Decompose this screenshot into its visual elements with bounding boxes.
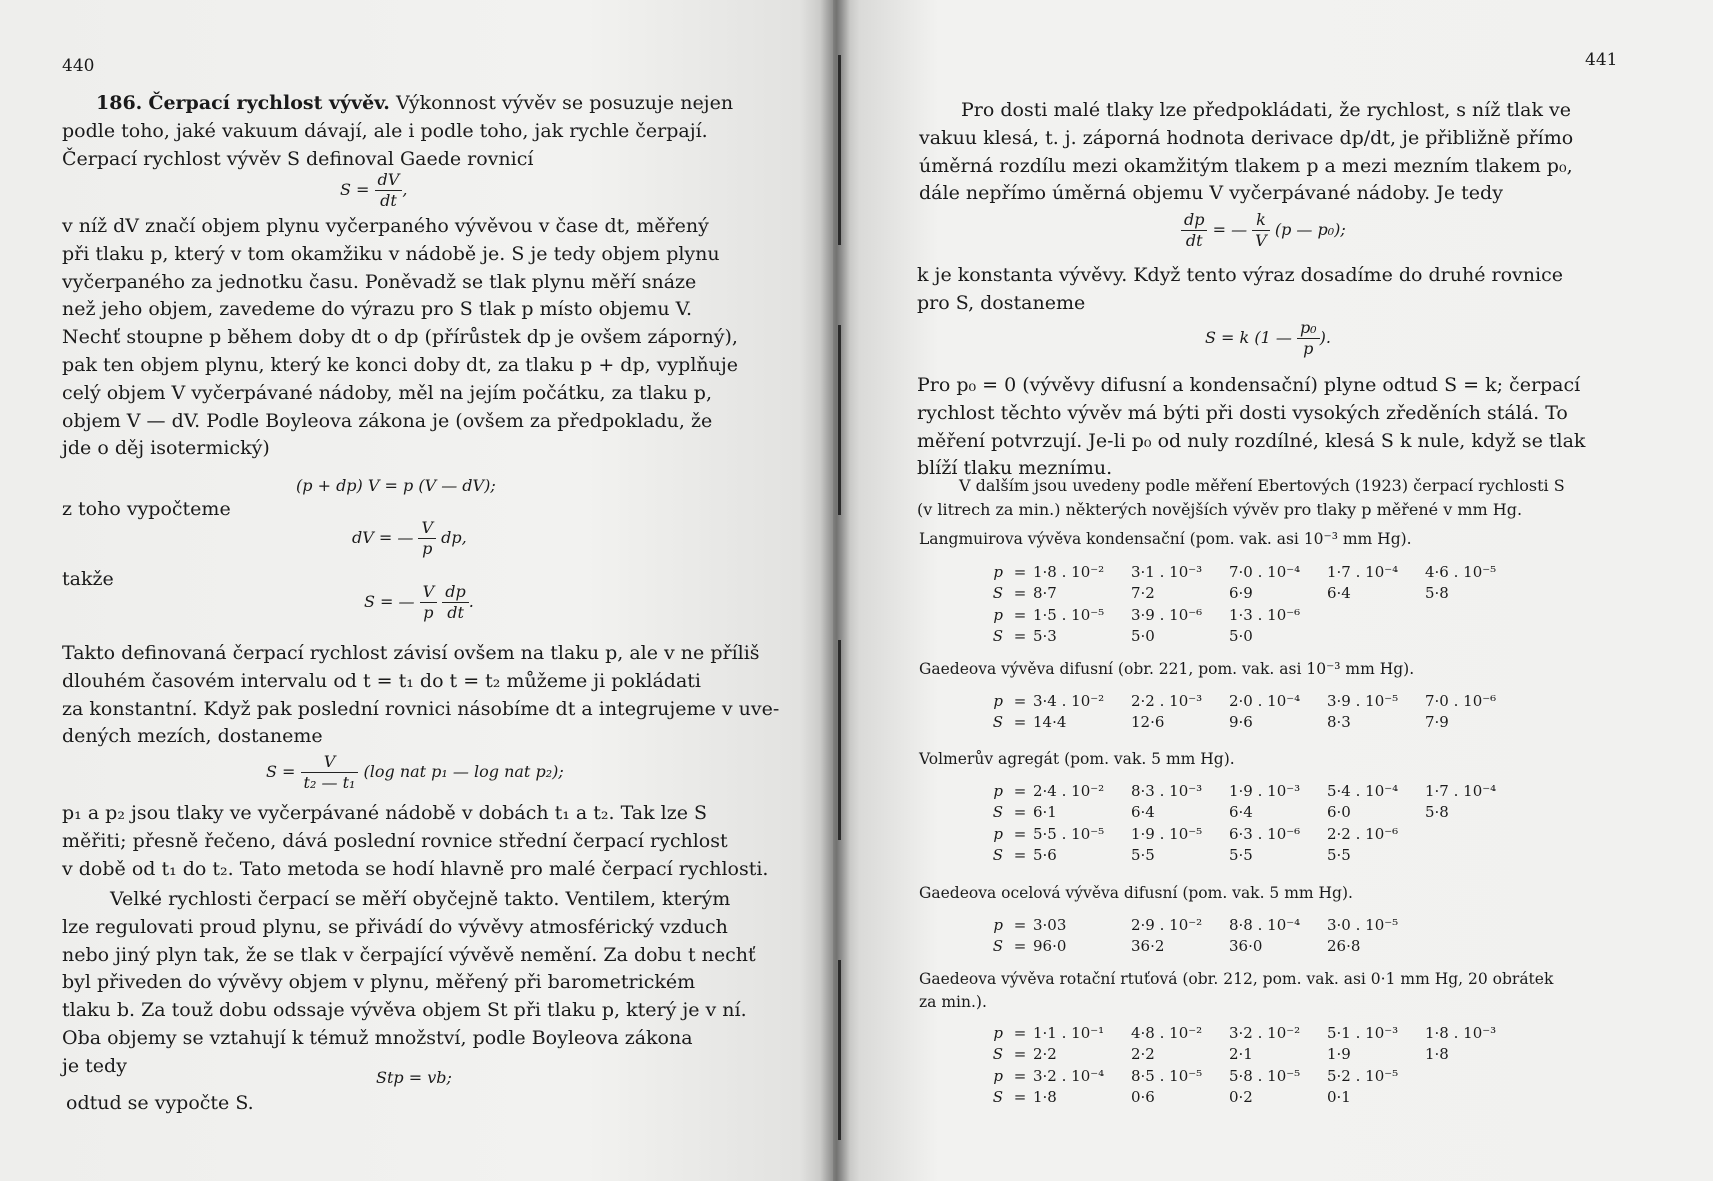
row-equals: = — [1013, 562, 1027, 581]
table-cell: 5·1 . 10⁻³ — [1327, 1023, 1399, 1042]
table-row — [985, 1044, 1523, 1066]
table-title-gaede-difusni: Gaedeova vývěva difusní (obr. 221, pom. vak. asi 10⁻³ mm Hg). — [919, 660, 1415, 678]
table-cell: 96·0 — [1033, 937, 1067, 956]
table-cell: 3·1 . 10⁻³ — [1131, 562, 1203, 581]
table-cell: 2·1 — [1229, 1045, 1253, 1064]
equation-dp-dt: $\frac{dp}{dt}$ = — $\frac{k}{V}$ (p — p₀); — [1181, 210, 1346, 251]
row-equals: = — [1013, 824, 1027, 843]
table-cell: 2·2 — [1131, 1045, 1155, 1064]
table-row — [985, 914, 1523, 936]
table-cell: 26·8 — [1327, 937, 1361, 956]
table-title-volmer: Volmerův agregát (pom. vak. 5 mm Hg). — [919, 750, 1235, 768]
table-cell: 5·5 . 10⁻⁵ — [1033, 824, 1105, 843]
text-z-toho: z toho vypočteme — [62, 498, 231, 520]
table-cell: 1·9 . 10⁻³ — [1229, 781, 1301, 800]
equation-s-dv-dt: S = $\frac{dV}{dt}$ , — [340, 170, 408, 210]
table-cell — [1425, 823, 1523, 845]
table-cell: 3·03 — [1033, 915, 1067, 934]
binding-stitch — [838, 960, 841, 1140]
table-cell: 1·5 . 10⁻⁵ — [1033, 605, 1105, 624]
row-symbol: S — [992, 846, 1003, 865]
table-cell: 12·6 — [1131, 713, 1165, 732]
paragraph-5: Velké rychlosti čerpací se měří obyčejně takto. Ventilem, kterým lze regulovati proud plynu, se přivádí do vývěvy atmosférický vzduch nebo jiný plyn tak, že se tlak v čerpající vývěvě nemění. Za dobu t nechť byl přiveden do vývěvy objem v plynu, měřený při barometrickém tlaku b. Za touž dobu odssaje vývěva objem St při tlaku p, který je v ní. Oba objemy se vztahují k témuž množství, podle Boyleova zákona je tedy — [62, 888, 756, 1077]
row-equals: = — [1013, 627, 1027, 646]
table-cell — [1327, 626, 1425, 648]
table-cell: 6·4 — [1229, 803, 1253, 822]
table-cell — [1425, 604, 1523, 626]
row-equals: = — [1013, 1045, 1027, 1064]
table-title-gaede-rotacni-cont: za min.). — [919, 993, 987, 1011]
table-row — [985, 561, 1523, 583]
table-cell: 2·4 . 10⁻² — [1033, 781, 1105, 800]
section-number: 186. — [96, 92, 143, 114]
text-last-line: odtud se vypočte S. — [66, 1092, 254, 1114]
table-cell: 8·3 — [1327, 713, 1351, 732]
row-equals: = — [1013, 1088, 1027, 1107]
table-cell: 1·3 . 10⁻⁶ — [1229, 605, 1301, 624]
equation-stp-vb: Stp = vb; — [376, 1068, 452, 1087]
table-cell — [1425, 914, 1523, 936]
row-equals: = — [1013, 781, 1027, 800]
table-cell: 5·5 — [1229, 846, 1253, 865]
table-cell: 3·4 . 10⁻² — [1033, 691, 1105, 710]
table-cell: 8·3 . 10⁻³ — [1131, 781, 1203, 800]
equation-boyle: (p + dp) V = p (V — dV); — [296, 476, 496, 495]
row-equals: = — [1013, 1066, 1027, 1085]
row-symbol: p — [993, 1023, 1003, 1042]
paragraph-3: Takto definovaná čerpací rychlost závisí ovšem na tlaku p, ale v ne příliš dlouhém časovém intervalu od t = t₁ do t = t₂ můžeme ji pokládati za konstantní. Když pak poslední rovnici násobíme dt a integrujeme v uve- dených mezích, dostaneme — [62, 642, 780, 748]
table-cell: 1·8 . 10⁻³ — [1425, 1023, 1497, 1042]
table-row — [985, 845, 1523, 867]
table-cell: 5·3 — [1033, 627, 1057, 646]
row-equals: = — [1013, 691, 1027, 710]
row-symbol: p — [993, 562, 1003, 581]
right-small-intro: V dalším jsou uvedeny podle měření Ebertových (1923) čerpací rychlosti S (v litrech za min.) některých novějších vývěv pro tlaky p měřené v mm Hg. — [917, 476, 1565, 519]
table-cell — [1425, 1065, 1523, 1087]
table-title-gaede-rotacni: Gaedeova vývěva rotační rtuťová (obr. 212, pom. vak. asi 0·1 mm Hg, 20 obrátek — [919, 970, 1554, 988]
table-cell: 5·0 — [1131, 627, 1155, 646]
table-cell: 2·0 . 10⁻⁴ — [1229, 691, 1301, 710]
table-cell: 3·0 . 10⁻⁵ — [1327, 915, 1399, 934]
table-cell: 4·8 . 10⁻² — [1131, 1023, 1203, 1042]
table-cell: 3·2 . 10⁻² — [1229, 1023, 1301, 1042]
table-row — [985, 823, 1523, 845]
table-cell: 7·0 . 10⁻⁴ — [1229, 562, 1301, 581]
row-symbol: p — [993, 915, 1003, 934]
table-cell: 7·9 — [1425, 713, 1449, 732]
table-volmer — [985, 780, 1523, 866]
table-cell: 6·4 — [1131, 803, 1155, 822]
row-equals: = — [1013, 937, 1027, 956]
table-row — [985, 604, 1523, 626]
table-row — [985, 712, 1523, 734]
table-cell: 2·2 . 10⁻⁶ — [1327, 824, 1399, 843]
table-cell: 0·6 — [1131, 1088, 1155, 1107]
table-cell: 6·3 . 10⁻⁶ — [1229, 824, 1301, 843]
row-symbol: S — [992, 584, 1003, 603]
table-cell: 8·8 . 10⁻⁴ — [1229, 915, 1301, 934]
table-row — [985, 802, 1523, 824]
equation-dv: dV = — $\frac{V}{p}$ dp, — [352, 518, 467, 558]
table-cell: 6·0 — [1327, 803, 1351, 822]
table-cell — [1425, 936, 1523, 958]
table-cell: 1·9 — [1327, 1045, 1351, 1064]
table-cell: 2·9 . 10⁻² — [1131, 915, 1203, 934]
table-row — [985, 936, 1523, 958]
table-cell: 5·6 — [1033, 846, 1057, 865]
row-equals: = — [1013, 803, 1027, 822]
row-symbol: S — [992, 627, 1003, 646]
table-row — [985, 780, 1523, 802]
table-cell: 1·8 — [1033, 1088, 1057, 1107]
text-takze: takže — [62, 568, 114, 590]
equation-s-v-p: S = — $\frac{V}{p}$ $\frac{dp}{dt}$ . — [364, 582, 474, 622]
table-title-langmuir: Langmuirova vývěva kondensační (pom. vak. asi 10⁻³ mm Hg). — [919, 530, 1412, 548]
row-equals: = — [1013, 915, 1027, 934]
table-cell: 36·2 — [1131, 937, 1165, 956]
row-symbol: p — [993, 824, 1003, 843]
table-row — [985, 583, 1523, 605]
table-row — [985, 1065, 1523, 1087]
table-cell: 2·2 . 10⁻³ — [1131, 691, 1203, 710]
right-paragraph-3: Pro p₀ = 0 (vývěvy difusní a kondensační) plyne odtud S = k; čerpací rychlost těchto vývěv má býti při dosti vysokých zředěních stálá. To měření potvrzují. Je-li p₀ od nuly rozdílné, klesá S k nule, když se tlak blíží tlaku meznímu. — [917, 374, 1586, 480]
book-gutter — [820, 0, 850, 1181]
table-title-gaede-ocelova: Gaedeova ocelová vývěva difusní (pom. vak. 5 mm Hg). — [919, 884, 1353, 902]
table-cell: 36·0 — [1229, 937, 1263, 956]
table-cell: 0·1 — [1327, 1088, 1351, 1107]
table-cell: 6·4 — [1327, 584, 1351, 603]
table-row — [985, 1087, 1523, 1109]
table-cell: 1·9 . 10⁻⁵ — [1131, 824, 1203, 843]
page-number-right: 441 — [1585, 50, 1618, 70]
table-cell: 5·5 — [1327, 846, 1351, 865]
left-page — [0, 0, 833, 1181]
table-gaede-ocelova — [985, 914, 1523, 957]
table-cell: 6·1 — [1033, 803, 1057, 822]
section-title: Čerpací rychlost vývěv. — [148, 92, 390, 114]
table-cell: 8·7 — [1033, 584, 1057, 603]
table-row — [985, 690, 1523, 712]
row-symbol: p — [993, 691, 1003, 710]
row-symbol: p — [993, 781, 1003, 800]
table-cell: 1·7 . 10⁻⁴ — [1425, 781, 1497, 800]
row-symbol: S — [992, 803, 1003, 822]
table-cell — [1425, 1087, 1523, 1109]
table-langmuir — [985, 561, 1523, 647]
table-cell: 2·2 — [1033, 1045, 1057, 1064]
table-cell — [1327, 604, 1425, 626]
table-cell: 5·8 — [1425, 803, 1449, 822]
table-cell: 5·4 . 10⁻⁴ — [1327, 781, 1399, 800]
table-gaede-difusni — [985, 690, 1523, 733]
table-cell: 1·8 — [1425, 1045, 1449, 1064]
table-cell: 4·6 . 10⁻⁵ — [1425, 562, 1497, 581]
table-cell: 3·9 . 10⁻⁵ — [1327, 691, 1399, 710]
paragraph-2: v níž dV značí objem plynu vyčerpaného vývěvou v čase dt, měřený při tlaku p, který v tom okamžiku v nádobě je. S je tedy objem plynu vyčerpaného za jednotku času. Poněvadž se tlak plynu měří snáze než jeho objem, zavedeme do výrazu pro S tlak p místo objemu V. Nechť stoupne p během doby dt o dp (přírůstek dp je ovšem záporný), pak ten objem plynu, který ke konci doby dt, za tlaku p + dp, vyplňuje celý objem V vyčerpávané nádoby, měl na jejím počátku, za tlaku p, objem V — dV. Podle Boyleova zákona je (ovšem za předpokladu, že jde o děj isotermický) — [62, 215, 739, 460]
table-gaede-rotacni — [985, 1022, 1523, 1108]
row-symbol: S — [992, 1088, 1003, 1107]
page-number-left: 440 — [62, 56, 95, 76]
row-symbol: p — [993, 1066, 1003, 1085]
table-cell: 5·0 — [1229, 627, 1253, 646]
table-cell — [1425, 845, 1523, 867]
table-cell: 5·8 — [1425, 584, 1449, 603]
row-equals: = — [1013, 713, 1027, 732]
table-cell: 14·4 — [1033, 713, 1067, 732]
table-cell: 1·7 . 10⁻⁴ — [1327, 562, 1399, 581]
right-page — [833, 0, 1713, 1181]
table-cell: 6·9 — [1229, 584, 1253, 603]
table-cell: 7·2 — [1131, 584, 1155, 603]
row-equals: = — [1013, 1023, 1027, 1042]
binding-stitch — [838, 325, 841, 515]
row-symbol: S — [992, 713, 1003, 732]
table-cell: 5·5 — [1131, 846, 1155, 865]
row-symbol: S — [992, 937, 1003, 956]
table-row — [985, 626, 1523, 648]
row-symbol: S — [992, 1045, 1003, 1064]
equation-s-k: S = k (1 — $\frac{\text{p₀}}{p}$ ). — [1205, 318, 1331, 358]
table-cell: 0·2 — [1229, 1088, 1253, 1107]
table-row — [985, 1022, 1523, 1044]
table-cell: 5·2 . 10⁻⁵ — [1327, 1066, 1399, 1085]
intro-paragraph: 186. Čerpací rychlost vývěv. Výkonnost vývěv se posuzuje nejen podle toho, jaké vakuum dávají, ale i podle toho, jak rychle čerpají. Čerpací rychlost vývěv S definoval Gaede rovnicí — [62, 92, 734, 170]
right-paragraph-2: k je konstanta vývěvy. Když tento výraz dosadíme do druhé rovnice pro S, dostaneme — [917, 264, 1563, 314]
binding-stitch — [838, 640, 841, 840]
table-cell: 5·8 . 10⁻⁵ — [1229, 1066, 1301, 1085]
table-cell: 9·6 — [1229, 713, 1253, 732]
row-equals: = — [1013, 584, 1027, 603]
paragraph-4: p₁ a p₂ jsou tlaky ve vyčerpávané nádobě v dobách t₁ a t₂. Tak lze S měřiti; přesně řečeno, dává poslední rovnice střední čerpací rychlost v době od t₁ do t₂. Tato metoda se hodí hlavně pro malé čerpací rychlosti. — [62, 802, 769, 880]
row-equals: = — [1013, 846, 1027, 865]
table-cell: 1·8 . 10⁻² — [1033, 562, 1105, 581]
right-paragraph-1: Pro dosti malé tlaky lze předpokládati, že rychlost, s níž tlak ve vakuu klesá, t. j. záporná hodnota derivace dp/dt, je přibližně přímo úměrná rozdílu mezi okamžitým tlakem p a mezi mezním tlakem p₀, dále nepřímo úměrná objemu V vyčerpávané nádoby. Je tedy — [919, 99, 1574, 205]
row-symbol: p — [993, 605, 1003, 624]
table-cell: 7·0 . 10⁻⁶ — [1425, 691, 1497, 710]
row-equals: = — [1013, 605, 1027, 624]
equation-integral: S = $\frac{V}{\text{t₂ — t₁}}$ (log nat p₁ — log nat p₂); — [266, 752, 564, 792]
table-cell: 3·2 . 10⁻⁴ — [1033, 1066, 1105, 1085]
table-cell: 8·5 . 10⁻⁵ — [1131, 1066, 1203, 1085]
table-cell: 3·9 . 10⁻⁶ — [1131, 605, 1203, 624]
table-cell — [1425, 626, 1523, 648]
table-cell: 1·1 . 10⁻¹ — [1033, 1023, 1105, 1042]
binding-stitch — [838, 55, 841, 245]
